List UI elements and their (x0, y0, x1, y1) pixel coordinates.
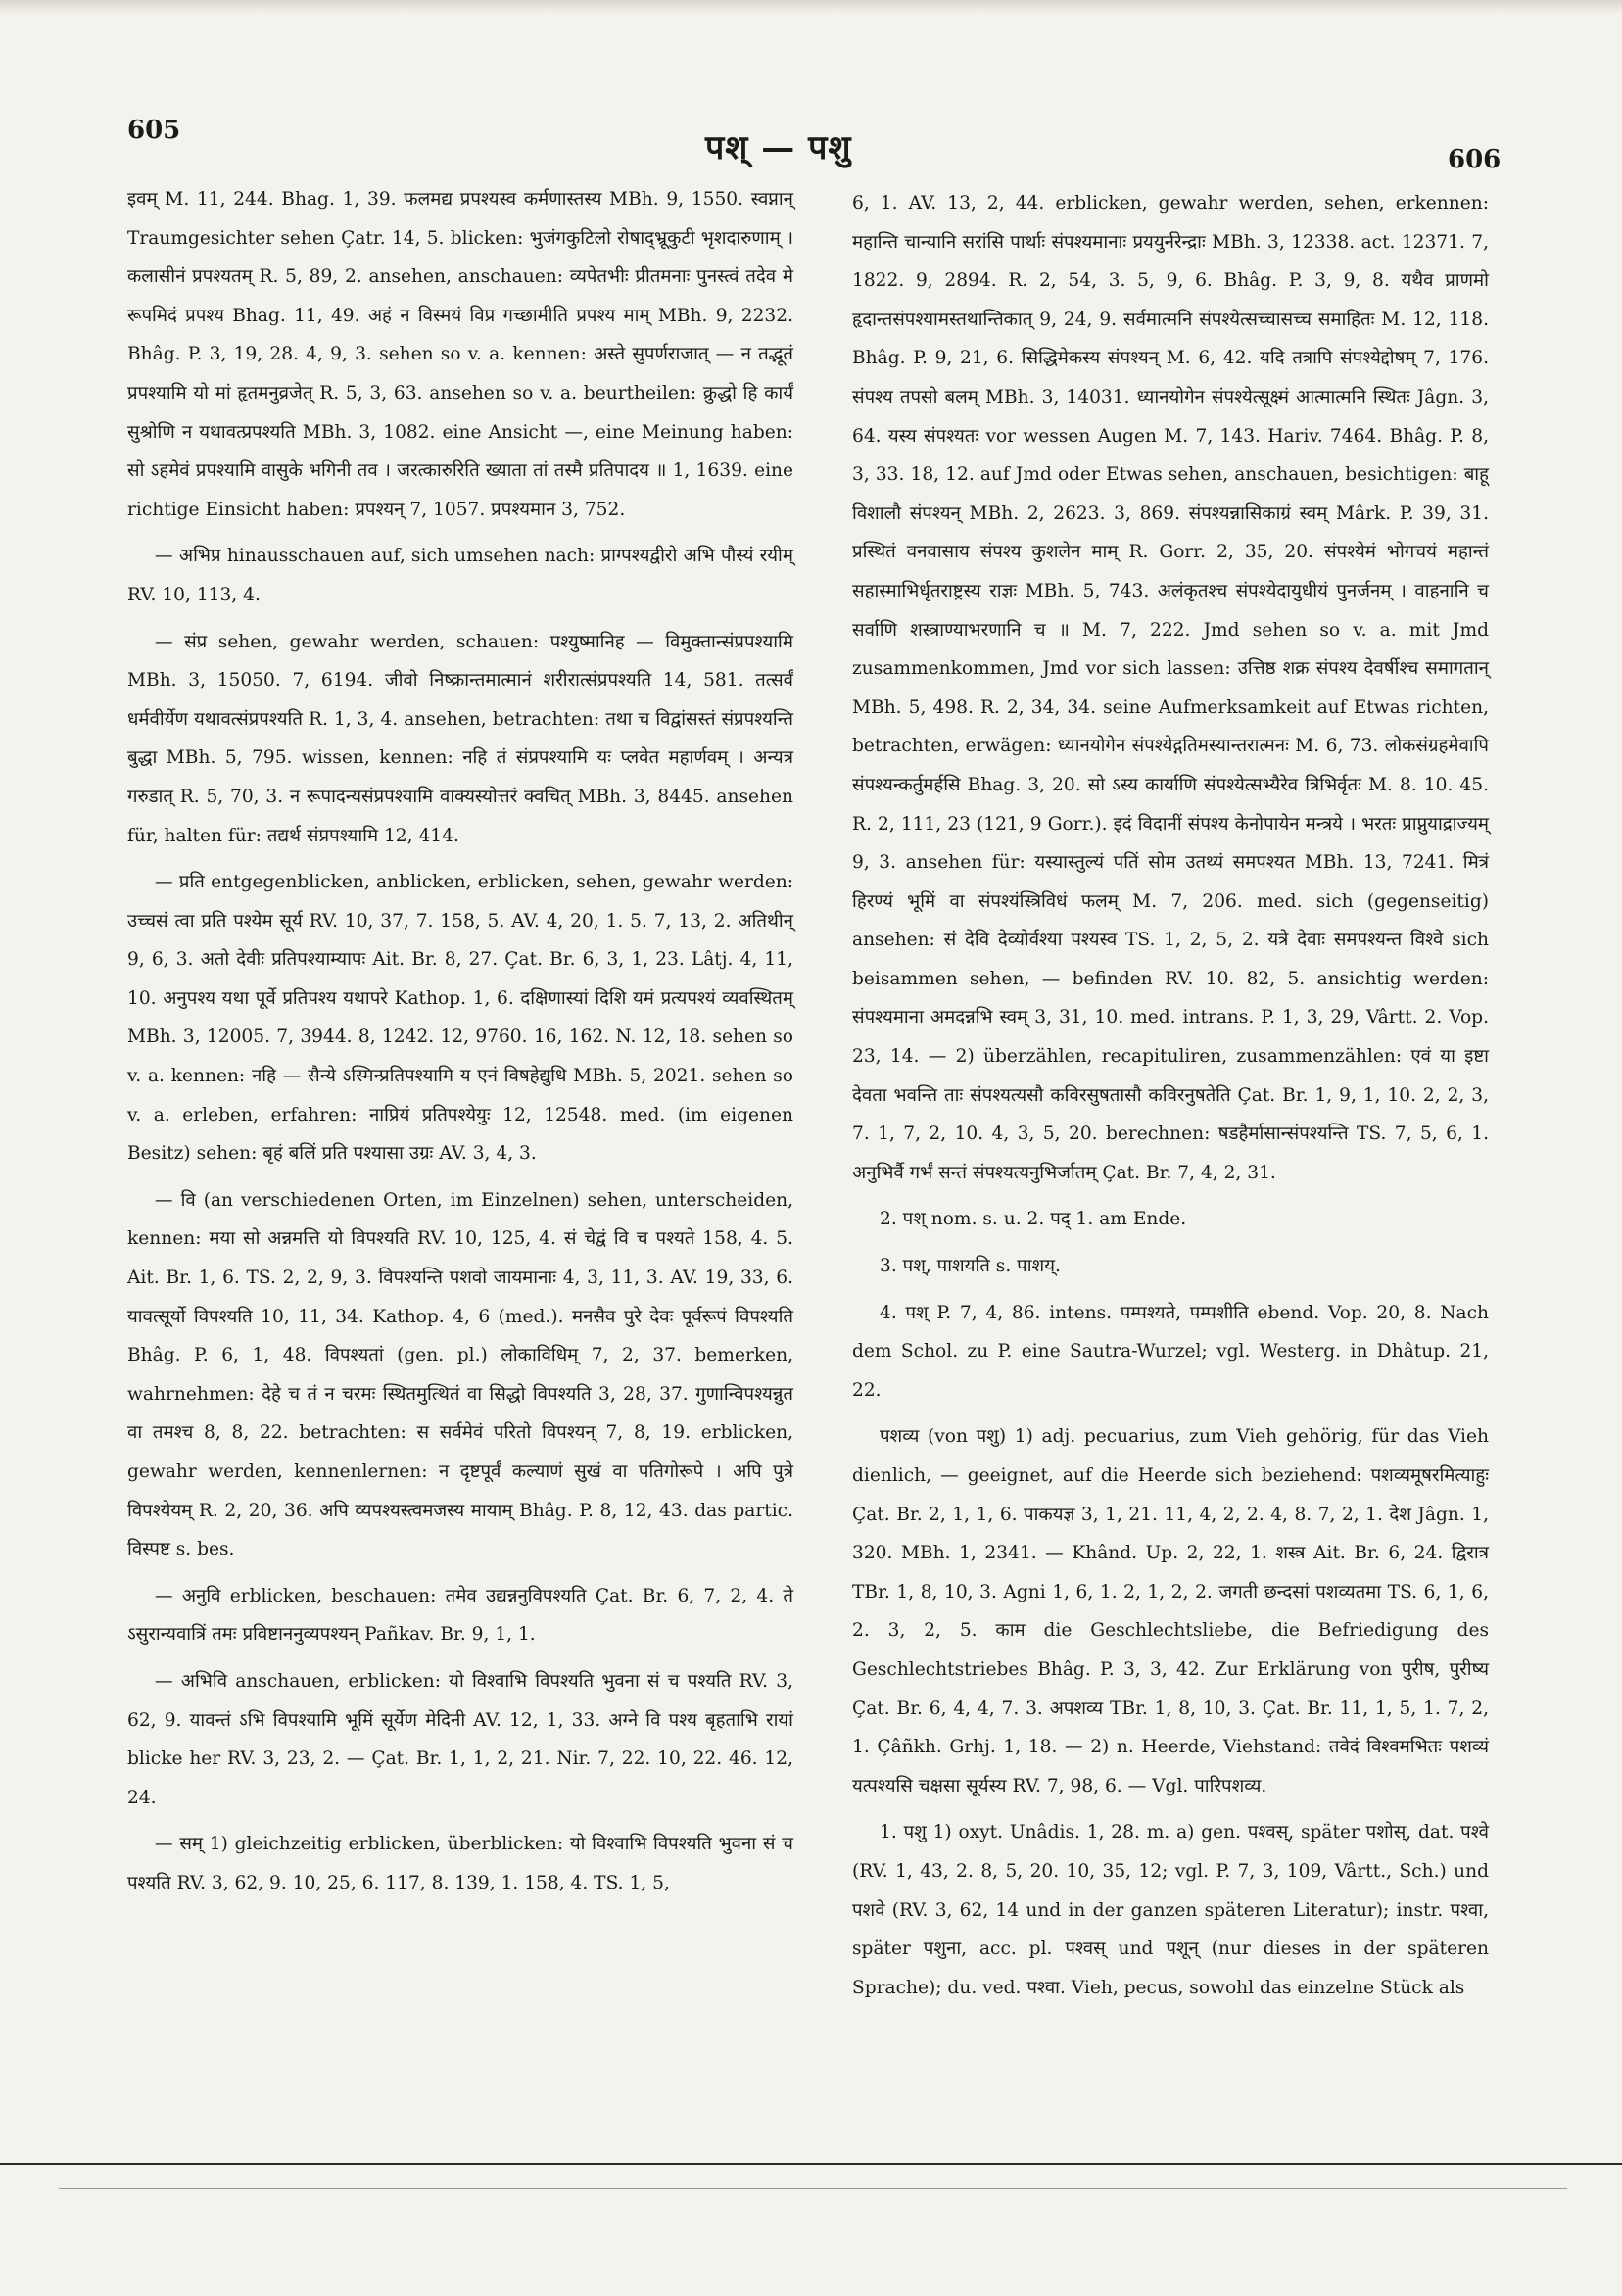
dictionary-entry: — वि (an verschiedenen Orten, im Einzelnen) sehen, unterscheiden, kennen: मया सो अन्नमत्ति यो विपश्यति RV. 10, 125, 4. सं चेद्वं वि च पश्यते 158, 4. 5. Ait. Br. 1, 6. TS. 2, 2, 9, 3. विपश्यन्ति पशवो जायमानाः 4, 3, 11, 3. AV. 19, 33, 6. यावत्सूर्यो विपश्यति 10, 11, 34. Kathop. 4, 6 (med.). मनसैव पुरे देवः पूर्वरूपं विपश्यति Bhâg. P. 6, 1, 48. विपश्यतां (gen. pl.) लोकाविधिम् 7, 2, 37. bemerken, wahrnehmen: देहे च तं न चरमः स्थितमुत्थितं वा सिद्धो विपश्यति 3, 28, 37. गुणान्विपश्यन्नुत वा तमश्च 8, 8, 22. betrachten: स सर्वमेवं परितो विपश्यन् 7, 8, 19. erblicken, gewahr werden, kennenlernen: न दृष्टपूर्वं कल्याणं सुखं वा पतिगोरूपे । अपि पुत्रे विपश्येयम् R. 2, 20, 36. अपि व्यपश्यस्त्वमजस्य मायाम् Bhâg. P. 8, 12, 43. das partic. विस्पष्ट s. bes. (127, 1189, 794, 1560)
dictionary-entry: 1. पशु 1) oxyt. Unâdis. 1, 28. m. a) gen. पश्वस्, später पशोस्, dat. पश्वे (RV. 1, 43, 2. 8, 5, 20. 10, 35, 12; vgl. P. 7, 3, 109, Vârtt., Sch.) und पशवे (RV. 3, 62, 14 und in der ganzen späteren Literatur); instr. पश्वा, später पशुना, acc. pl. पश्वस् und पशून् (nur dieses in der späteren Sprache); du. ved. पश्वा. Vieh, pecus, sowohl das einzelne Stück als (852, 1822, 1489, 1998)
dictionary-entry: 2. पश् nom. s. u. 2. पद् 1. am Ende. (880, 1209, 1187, 1230)
left-column (127, 180, 793, 1911)
dictionary-entry: — प्रति entgegenblicken, anblicken, erblicken, sehen, gewahr werden: उच्चसं त्वा प्रति पश्येम सूर्य RV. 10, 37, 7. 158, 5. AV. 4, 20, 1. 5. 7, 13, 2. अतिथीन् 9, 6, 3. अतो देवीः प्रतिपश्याम्यापः Ait. Br. 8, 27. Çat. Br. 6, 3, 1, 23. Lâtj. 4, 11, 10. अनुपश्य यथा पूर्वे प्रतिपश्य यथापरे Kathop. 1, 6. दक्षिणास्यां दिशि यमं प्रत्यपश्यं व्यवस्थितम् MBh. 3, 12005. 7, 3944. 8, 1242. 12, 9760. 16, 162. N. 12, 18. sehen so v. a. kennen: नहि — सैन्ये ऽस्मिन्प्रतिपश्यामि य एनं विषहेद्युधि MBh. 5, 2021. sehen so v. a. erleben, erfahren: नाप्रियं प्रतिपश्येयुः 12, 12548. med. (im eigenen Besitz) sehen: बृहं बलिं प्रति पश्यासा उग्रः AV. 3, 4, 3. (127, 872, 793, 1165)
dictionary-entry: 4. पश् P. 7, 4, 86. intens. पम्पश्यते, पम्पशीति ebend. Vop. 20, 8. Nach dem Schol. zu P. eine Sautra-Wurzel; vgl. Westerg. in Dhâtup. 21, 22. (852, 1302, 1489, 1401)
dictionary-entry: — सम् 1) gleichzeitig erblicken, überblicken: यो विश्वाभि विपश्यति भुवना सं च पश्यति RV. 3, 62, 9. 10, 25, 6. 117, 8. 139, 1. 158, 4. TS. 1, 5, (127, 1834, 793, 1893)
running-header: पश् — पशु (705, 128, 852, 167)
page-number-right: 606 (1448, 145, 1502, 174)
bottom-rule (0, 2163, 1622, 2165)
page-number-left: 605 (127, 116, 181, 145)
scan-edge (0, 0, 1622, 14)
dictionary-entry: — अभिप्र hinausschauen auf, sich umsehen nach: प्राग्पश्यद्वीरो अभि पौस्यं रयीम् RV. 10, 113, 4. (127, 546, 793, 605)
dictionary-entry: इवम् M. 11, 244. Bhag. 1, 39. फलमद्य प्रपश्यस्व कर्मणास्तस्य MBh. 9, 1550. स्वप्नान् Traumgesichter sehen Çatr. 14, 5. blicken: भुजंगकुटिलो रोषाद्भ्रूकुटी भृशदारुणाम् । कलासीनं प्रपश्यतम् R. 5, 89, 2. ansehen, anschauen: व्यपेतभीः प्रीतमनाः पुनस्त्वं तदेव मे रूपमिदं प्रपश्य Bhag. 11, 49. अहं न विस्मयं विप्र गच्छामीति प्रपश्य माम् MBh. 9, 2232. Bhâg. P. 3, 19, 28. 4, 9, 3. sehen so v. a. kennen: अस्ते सुपर्णराजात् — न तद्भूतं प्रपश्यामि यो मां हृतमनुव्रजेत् R. 5, 3, 63. ansehen so v. a. beurtheilen: क्रुद्धो हि कार्यं सुश्रोणि न यथावत्प्रपश्यति MBh. 3, 1082. eine Ansicht —, eine Meinung haben: सो ऽहमेवं प्रपश्यामि वासुके भगिनी तव । जरत्कारुरिति ख्याता तां तस्मै प्रतिपादय ॥ 1, 1639. eine richtige Einsicht haben: प्रपश्यन् 7, 1057. प्रपश्यमान 3, 752. (127, 189, 793, 520)
dictionary-entry: — संप्र sehen, gewahr werden, schauen: पश्युष्मानिह — विमुक्तान्संप्रपश्यामि MBh. 3, 15050. 7, 6194. जीवो निष्क्रान्तमात्मानं शरीरात्संप्रपश्यति 14, 581. तत्सर्वं धर्मवीर्येण यथावत्संप्रपश्यति R. 1, 3, 4. ansehen, betrachten: तथा च विद्वांसस्तं संप्रपश्यन्ति बुद्धा MBh. 5, 795. wissen, kennen: नहि तं संप्रपश्यामि यः प्लवेत महार्णवम् । अन्यत्र गरुडात् R. 5, 70, 3. न रूपादन्यसंप्रपश्यामि वाक्यस्योत्तरं क्वचित् MBh. 3, 8445. ansehen für, halten für: तद्यर्थ संप्रपश्यामि 12, 414. (127, 631, 793, 846)
dictionary-entry: 6, 1. AV. 13, 2, 44. erblicken, gewahr werden, sehen, erkennen: महान्ति चान्यानि सरांसि पार्थाः संपश्यमानाः प्रययुर्नरेन्द्राः MBh. 3, 12338. act. 12371. 7, 1822. 9, 2894. R. 2, 54, 3. 5, 9, 6. Bhâg. P. 3, 9, 8. यथैव प्राणमो हृदान्तसंपश्यामस्तथान्तिकात् 9, 24, 9. सर्वमात्मनि संपश्येत्सच्चासच्च समाहितः M. 12, 118. Bhâg. P. 9, 21, 6. सिद्धिमेकस्य संपश्यन् M. 6, 42. यदि तत्रापि संपश्येद्दोषम् 7, 176. संपश्य तपसो बलम् MBh. 3, 14031. ध्यानयोगेन संपश्येत्सूक्ष्मं आत्मात्मनि स्थितः Jâgn. 3, 64. यस्य संपश्यतः vor wessen Augen M. 7, 143. Hariv. 7464. Bhâg. P. 8, 3, 33. 18, 12. auf Jmd oder Etwas sehen, anschauen, besichtigen: बाहू विशालौ संपश्यन् MBh. 2, 2623. 3, 869. संपश्यन्नासिकाग्रं स्वम् Mârk. P. 39, 31. प्रस्थितं वनवासाय संपश्य कुशलेन माम् R. Gorr. 2, 35, 20. संपश्येमं भोगचयं महान्तं सहास्माभिर्धृतराष्ट्रस्य राज्ञः MBh. 5, 743. अलंकृतश्च संपश्येदायुधीयं पुनर्जनम् । वाहनानि च सर्वाणि शस्त्राण्याभरणानि च ॥ M. 7, 222. Jmd sehen so v. a. mit Jmd zusammenkommen, Jmd vor sich lassen: उत्तिष्ठ शक्र संपश्य देवर्षीश्च समागतान् MBh. 5, 498. R. 2, 34, 34. seine Aufmerksamkeit auf Etwas richten, betrachten, erwägen: ध्यानयोगेन संपश्येद्गतिमस्यान्तरात्मनः M. 6, 73. लोकसंग्रहमेवापि संपश्यन्कर्तुमर्हसि Bhag. 3, 20. सो ऽस्य कार्याणि संपश्येत्सभ्यैरेव त्रिभिर्वृतः M. 8. 10. 45. R. 2, 111, 23 (121, 9 Gorr.). इदं विदानीं संपश्य केनोपायेन मन्त्रये । भरतः प्राप्नुयाद्राज्यम् 9, 3. ansehen für: यस्यास्तुल्यं पतिं सोम उतथ्यं समपश्यत MBh. 13, 7241. मित्रं हिरण्यं भूमिं वा संपश्यंस्त्रिविधं फलम् M. 7, 206. med. sich (gegenseitig) ansehen: सं देवि देव्योर्वश्या पश्यस्व TS. 1, 2, 5, 2. यत्रे देवाः समपश्यन्त विश्वे sich beisammen sehen, — befinden RV. 10. 82, 5. ansichtig werden: संपश्यमाना अमदन्नभि स्वम् 3, 31, 10. med. intrans. P. 1, 3, 29, Vârtt. 2. Vop. 23, 14. — 2) überzählen, recapituliren, zusammenzählen: एवं या इष्टा देवता भवन्ति ताः संपश्यत्यसौ कविरसुषतासौ कविरनुषतेति Çat. Br. 1, 9, 1, 10. 2, 2, 3, 7. 1, 7, 2, 10. 4, 3, 5, 20. berechnen: षडहैर्मासान्संपश्यन्ति TS. 7, 5, 6, 1. अनुभिर्वै गर्भं सन्तं संपश्यत्यनुभिर्जातम् Çat. Br. 7, 4, 2, 31. (852, 193, 1489, 1183)
dictionary-entry: — अभिवि anschauen, erblicken: यो विश्वाभि विपश्यति भुवना सं च पश्यति RV. 3, 62, 9. यावन्तं ऽभि विपश्यामि भूमिं सूर्येण मेदिनी AV. 12, 1, 33. अग्ने वि पश्य बृहताभि रायां blicke her RV. 3, 23, 2. — Çat. Br. 1, 1, 2, 21. Nir. 7, 22. 10, 22. 46. 12, 24. (127, 1670, 793, 1808)
dictionary-entry: पशव्य (von पशु) 1) adj. pecuarius, zum Vieh gehörig, für das Vieh dienlich, — geeignet, auf die Heerde sich beziehend: पशव्यमूषरमित्याहुः Çat. Br. 2, 1, 1, 6. पाकयज्ञ 3, 1, 21. 11, 4, 2, 2. 4, 8. 7, 2, 1. देश Jâgn. 1, 320. MBh. 1, 2341. — Khând. Up. 2, 22, 1. शस्त्र Ait. Br. 6, 24. द्विरात्र TBr. 1, 8, 10, 3. Agni 1, 6, 1. 2, 1, 2, 2. जगती छन्दसां पशव्यतमा TS. 6, 1, 6, 2. 3, 2, 5. काम die Geschlechtsliebe, die Befriedigung des Geschlechtstriebes Bhâg. P. 3, 3, 42. Zur Erklärung von पुरीष, पुरीष्य Çat. Br. 6, 4, 4, 7. 3. अपशव्य TBr. 1, 8, 10, 3. Çat. Br. 11, 1, 5, 1. 7, 2, 1. Çâñkh. Grhj. 1, 18. — 2) n. Heerde, Viehstand: तवेदं विश्वमभितः पशव्यं यत्पश्यसि चक्षसा सूर्यस्य RV. 7, 98, 6. — Vgl. पारिपशव्य. (852, 1426, 1489, 1796)
dictionary-entry: — अनुवि erblicken, beschauen: तमेव उद्यन्ननुविपश्यति Çat. Br. 6, 7, 2, 4. ते ऽसुरान्यवात्रिं तमः प्रविष्टाननुव्यपश्यन् Pañkav. Br. 9, 1, 1. (127, 1585, 793, 1646)
right-column (852, 184, 1489, 2015)
bottom-rule-thin (59, 2188, 1567, 2189)
dictionary-entry: 3. पश्, पाशयति s. पाशय्. (880, 1256, 1061, 1277)
